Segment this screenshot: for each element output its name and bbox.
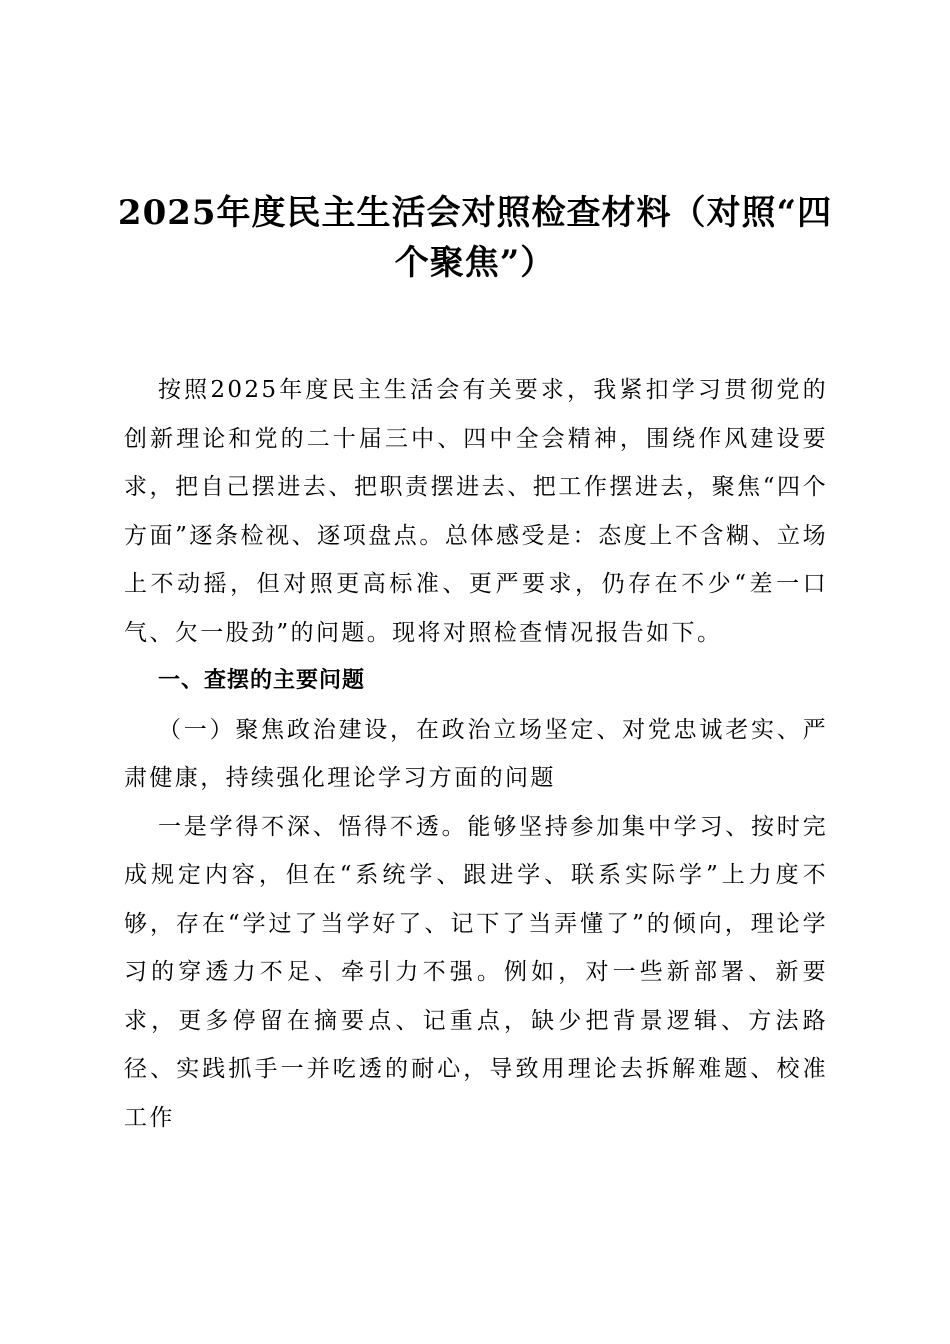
intro-paragraph: 按照2025年度民主生活会有关要求，我紧扣学习贯彻党的创新理论和党的二十届三中、四中全会精神，围绕作风建设要求，把自己摆进去、把职责摆进去、把工作摆进去，聚焦“四个方面”逐条检视、逐项盘点。总体感受是：态度上不含糊、立场上不动摇，但对照更高标准、更严要求，仍存在不少“差一口气、欠一股劲”的问题。现将对照检查情况报告如下。 bbox=[124, 377, 828, 646]
subsection-heading-political-building: （一）聚焦政治建设，在政治立场坚定、对党忠诚老实、严肃健康，持续强化理论学习方面的问题 bbox=[124, 716, 828, 791]
point-paragraph-study: 一是学得不深、悟得不透。能够坚持参加集中学习、按时完成规定内容，但在“系统学、跟进学、联系实际学”上力度不够，存在“学过了当学好了、记下了当弄懂了”的倾向，理论学习的穿透力不足、牵引力不强。例如，对一些新部署、新要求，更多停留在摘要点、记重点，缺少把背景逻辑、方法路径、实践抓手一并吃透的耐心，导致用理论去拆解难题、校准工作 bbox=[124, 813, 828, 1131]
document-title: 2025年度民主生活会对照检查材料（对照“四个聚焦”） bbox=[117, 193, 833, 283]
document-body bbox=[124, 366, 828, 1142]
section-heading-problems: 一、查摆的主要问题 bbox=[158, 668, 366, 693]
